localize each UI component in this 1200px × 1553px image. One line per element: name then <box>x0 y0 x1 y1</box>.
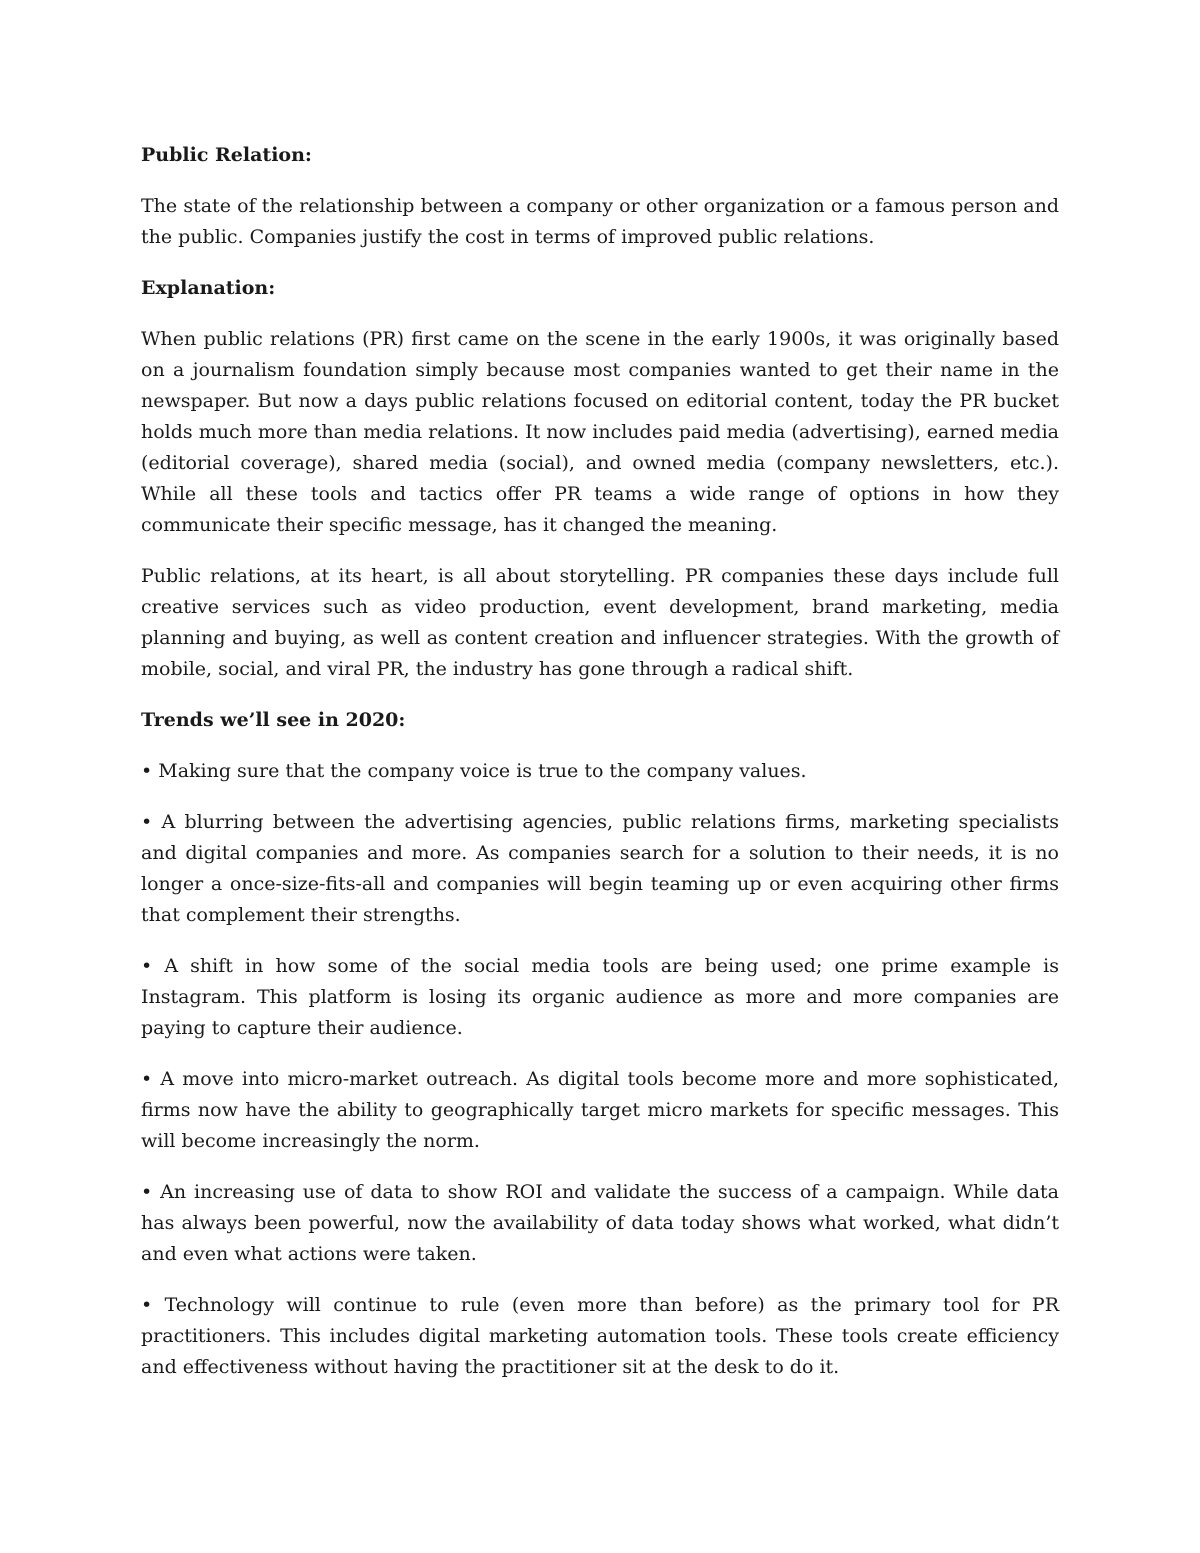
trend-item: • Making sure that the company voice is true to the company values. <box>141 760 807 782</box>
heading-explanation: Explanation: <box>141 277 276 299</box>
trends-list <box>141 756 1059 1383</box>
trend-item: • A move into micro-market outreach. As digital tools become more and more sophisticated, firms now have the ability to geographically target micro markets for specific messages. This will become increasingly the norm. <box>141 1068 1059 1152</box>
heading-public-relation: Public Relation: <box>141 144 312 166</box>
explanation-paragraph-1: When public relations (PR) first came on the scene in the early 1900s, it was originally based on a journalism foundation simply because most companies wanted to get their name in the newspaper. But now a days public relations focused on editorial content, today the PR bucket holds much more than media relations. It now includes paid media (advertising), earned media (editorial coverage), shared media (social), and owned media (company newsletters, etc.). While all these tools and tactics offer PR teams a wide range of options in how they communicate their specific message, has it changed the meaning. <box>141 328 1059 536</box>
heading-trends: Trends we’ll see in 2020: <box>141 709 406 731</box>
trend-item: • A shift in how some of the social media tools are being used; one prime example is Instagram. This platform is losing its organic audience as more and more companies are paying to capture their audience. <box>141 955 1059 1039</box>
trend-item: • A blurring between the advertising agencies, public relations firms, marketing specialists and digital companies and more. As companies search for a solution to their needs, it is no longer a once-size-fits-all and companies will begin teaming up or even acquiring other firms that complement their strengths. <box>141 811 1059 926</box>
definition-paragraph: The state of the relationship between a company or other organization or a famous person and the public. Companies justify the cost in terms of improved public relations. <box>141 195 1059 248</box>
document-page <box>141 140 1059 1403</box>
explanation-paragraph-2: Public relations, at its heart, is all about storytelling. PR companies these days include full creative services such as video production, event development, brand marketing, media planning and buying, as well as content creation and influencer strategies. With the growth of mobile, social, and viral PR, the industry has gone through a radical shift. <box>141 565 1059 680</box>
trend-item: • Technology will continue to rule (even more than before) as the primary tool for PR practitioners. This includes digital marketing automation tools. These tools create efficiency and effectiveness without having the practitioner sit at the desk to do it. <box>141 1294 1059 1378</box>
trend-item: • An increasing use of data to show ROI and validate the success of a campaign. While data has always been powerful, now the availability of data today shows what worked, what didn’t and even what actions were taken. <box>141 1181 1059 1265</box>
